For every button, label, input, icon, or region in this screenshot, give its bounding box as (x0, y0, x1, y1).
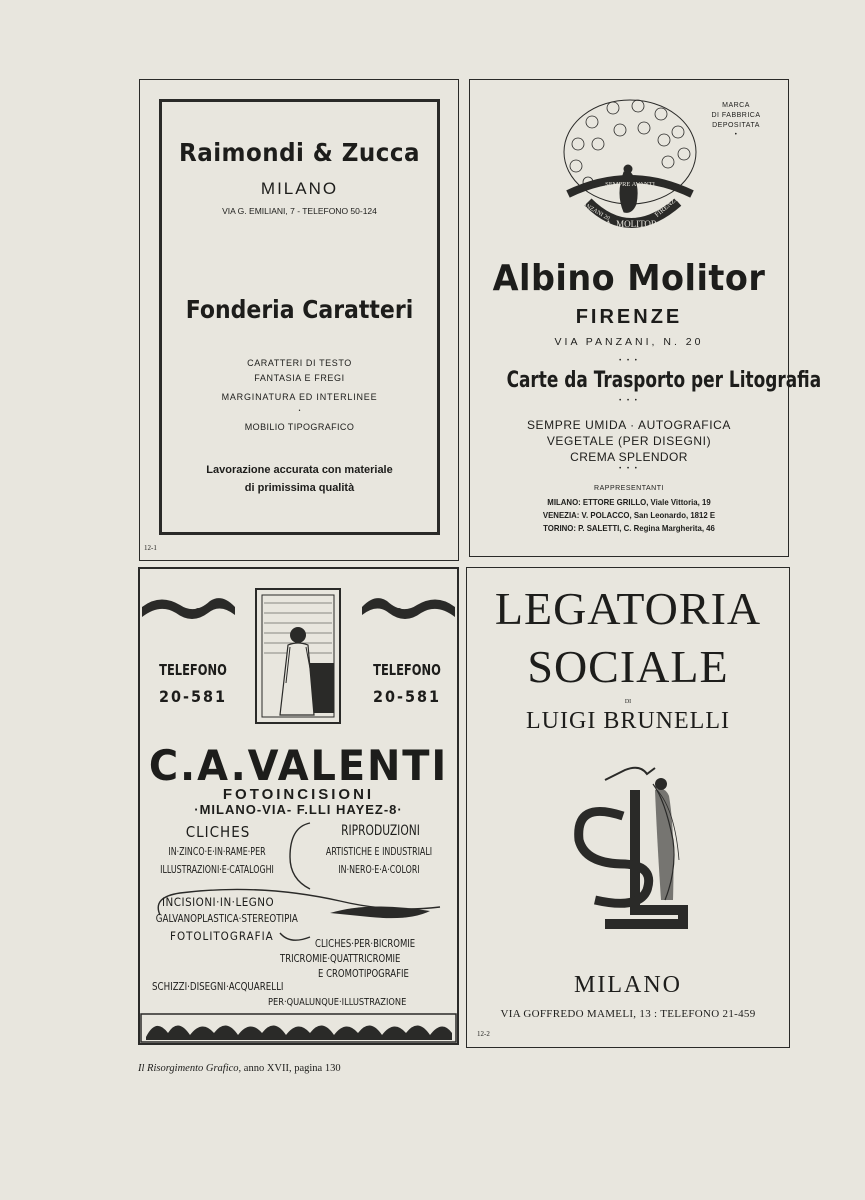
address: VIA G. EMILIANI, 7 - TELEFONO 50-124 (222, 206, 377, 216)
headline: Carte da Trasporto per Litografia (506, 368, 822, 393)
product-line-1: SEMPRE UMIDA · AUTOGRAFICA (526, 418, 732, 432)
service-illustrazione: PER·QUALUNQUE·ILLUSTRAZIONE (268, 997, 407, 1008)
riproduzioni-line-1: ARTISTICHE E INDUSTRIALI (325, 845, 433, 858)
logo-right-text: FIRENZE (653, 194, 681, 219)
telephone-label-left: TELEFONO (159, 661, 227, 679)
peacock-trademark-logo (558, 94, 703, 244)
headline: Fonderia Caratteri (185, 295, 414, 324)
ad-albino-molitor (469, 79, 822, 557)
service-fotolitografia: FOTOLITOGRAFIA (170, 929, 274, 943)
address: VIA GOFFREDO MAMELI, 13 : TELEFONO 21-459 (500, 1008, 756, 1020)
company-name: Albino Molitor (492, 258, 766, 299)
logo-left-text: PANZANI 20 (578, 200, 611, 223)
telephone-number-left: 20-581 (158, 687, 228, 706)
slogan-line-1: Lavorazione accurata con materiale (206, 464, 393, 476)
logo-motto: SEMPRE AVANTI (605, 181, 655, 188)
service-schizzi: SCHIZZI·DISEGNI·ACQUARELLI (152, 981, 284, 993)
service-galvanoplastica: GALVANOPLASTICA·STEREOTIPIA (155, 912, 298, 925)
city: MILANO (574, 972, 682, 998)
trademark-note-4: • (734, 132, 738, 138)
product-line-1: CARATTERI DI TESTO (247, 358, 352, 368)
service-bicromie: CLICHES·PER·BICROMIE (315, 938, 416, 950)
representatives-label: RAPPRESENTANTI (594, 485, 664, 492)
company-name: Raimondi & Zucca (179, 138, 420, 167)
cliches-heading: CLICHES (185, 823, 251, 841)
ad-code: 12-1 (144, 544, 157, 552)
subtitle: FOTOINCISIONI (222, 786, 375, 803)
product-line-3: CREMA SPLENDOR (570, 450, 688, 464)
scroll-ornament (140, 817, 457, 947)
ad-ca-valenti (138, 567, 459, 1045)
representative-torino: TORINO: P. SALETTI, C. Regina Margherita, 46 (543, 523, 715, 533)
product-line-2: FANTASIA E FREGI (254, 373, 345, 383)
telephone-label-right: TELEFONO (373, 661, 441, 679)
trademark-note-1: MARCA (722, 102, 750, 109)
cliches-line-1: IN·ZINCO·E·IN·RAME·PER (168, 845, 266, 858)
di-label: DI (624, 699, 632, 705)
riproduzioni-line-2: IN·NERO·E·A·COLORI (338, 863, 420, 876)
address: ·MILANO-VIA- F.LLI HAYEZ-8· (194, 802, 403, 817)
riproduzioni-heading: RIPRODUZIONI (341, 823, 420, 839)
representative-milano: MILANO: ETTORE GRILLO, Viale Vittoria, 19 (547, 497, 711, 507)
service-tricromie: TRICROMIE·QUATTRICROMIE (280, 953, 401, 965)
owner-name: LUIGI BRUNELLI (526, 708, 730, 734)
dots-divider-2: • • • (619, 398, 639, 404)
service-cromotipografie: E CROMOTIPOGRAFIE (318, 968, 409, 980)
dots-divider-1: • • • (619, 358, 639, 364)
service-incisioni: INCISIONI·IN·LEGNO (162, 895, 275, 909)
issue-info: anno XVII, pagina 130 (241, 1063, 341, 1074)
slogan-line-2: di primissima qualità (244, 482, 355, 494)
city: FIRENZE (575, 306, 683, 328)
company-name: C.A.VALENTI (148, 741, 449, 790)
monogram-ls-logo (565, 760, 695, 935)
ad-raimondi-zucca (139, 79, 459, 561)
product-line-2: VEGETALE (PER DISEGNI) (546, 434, 712, 448)
title-line-1: LEGATORIA (494, 583, 762, 634)
publication-title: Il Risorgimento Grafico, (138, 1063, 242, 1074)
floral-border-bottom (140, 1013, 457, 1043)
representative-venezia: VENEZIA: V. POLACCO, San Leonardo, 1812 E (542, 510, 716, 520)
ad-inner-border (159, 99, 440, 535)
page-footer (138, 1063, 341, 1074)
title-line-2: SOCIALE (527, 641, 729, 692)
woman-portrait-illustration (250, 583, 346, 733)
dots-divider-3: • • • (619, 466, 639, 472)
logo-bottom-text: A. MOLITOR (605, 219, 657, 229)
address: VIA PANZANI, N. 20 (554, 336, 704, 348)
trademark-note-2: DI FABBRICA (711, 112, 761, 119)
telephone-number-right: 20-581 (372, 687, 442, 706)
cliches-line-2: ILLUSTRAZIONI·E·CATALOGHI (160, 863, 274, 876)
bullet: • (298, 408, 301, 414)
ad-legatoria-sociale (466, 567, 790, 1048)
city: MILANO (260, 179, 339, 198)
product-line-4: MOBILIO TIPOGRAFICO (244, 422, 355, 432)
ad-code: 12-2 (477, 1030, 490, 1038)
trademark-note-3: DEPOSITATA (712, 122, 760, 129)
product-line-3: MARGINATURA ED INTERLINEE (221, 392, 378, 402)
